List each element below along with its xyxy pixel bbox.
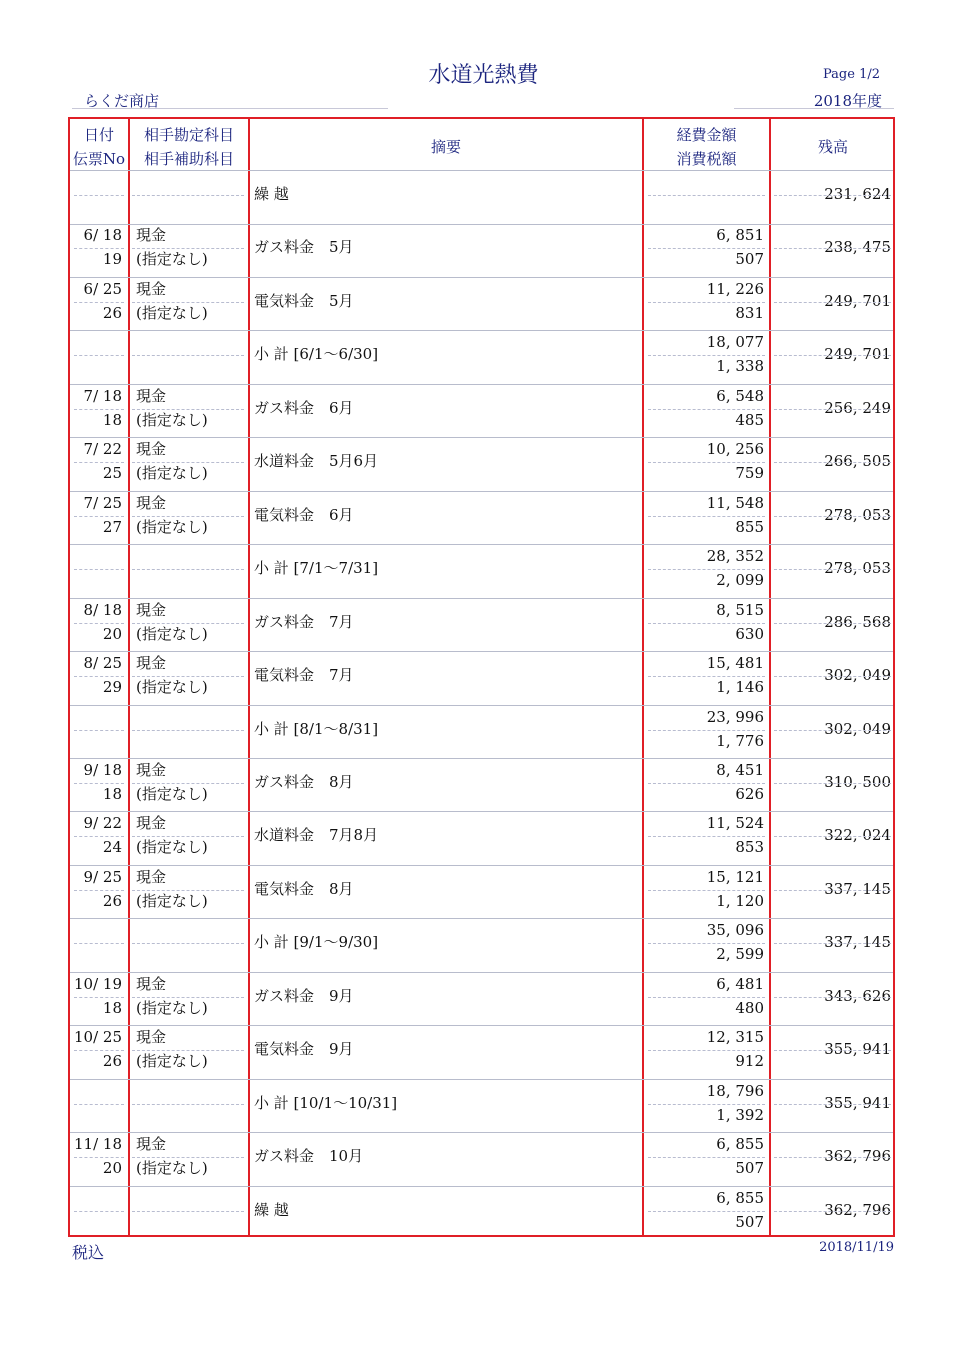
dashed-divider [74, 1104, 124, 1105]
dashed-divider [132, 462, 244, 463]
expense-cell: 18, 796 [706, 1081, 764, 1100]
sub-account-cell: (指定なし) [136, 891, 208, 910]
balance-cell: 249, 701 [824, 345, 891, 364]
date-cell: 6/ 18 [83, 226, 122, 245]
row-separator [70, 705, 893, 706]
voucher-cell: 25 [102, 464, 122, 483]
dashed-divider [74, 195, 124, 196]
summary-cell: 小 計 [10/1～10/31] [254, 1093, 398, 1112]
date-cell: 10/ 19 [74, 974, 122, 993]
balance-cell: 337, 145 [824, 879, 891, 898]
voucher-cell: 26 [102, 891, 122, 910]
dashed-divider [774, 1211, 891, 1212]
summary-cell: 小 計 [8/1～8/31] [254, 719, 379, 738]
balance-cell: 256, 249 [824, 398, 891, 417]
summary-cell: ガス料金 5月 [254, 238, 354, 257]
summary-cell: 小 計 [6/1～6/30] [254, 345, 379, 364]
tax-cell: 759 [735, 464, 764, 483]
sub-account-cell: (指定なし) [136, 678, 208, 697]
sub-account-cell: (指定なし) [136, 464, 208, 483]
tax-cell: 912 [735, 1052, 764, 1071]
tax-cell: 630 [735, 624, 764, 643]
col-divider [248, 119, 250, 1235]
account-cell: 現金 [136, 1028, 167, 1047]
tax-cell: 1, 120 [716, 891, 764, 910]
row-separator [70, 437, 893, 438]
expense-cell: 6, 851 [716, 226, 764, 245]
summary-cell: ガス料金 10月 [254, 1147, 364, 1166]
dashed-divider [648, 1211, 765, 1212]
date-cell: 8/ 25 [83, 654, 122, 673]
account-cell: 現金 [136, 760, 167, 779]
date-cell: 7/ 25 [83, 493, 122, 512]
sub-account-cell: (指定なし) [136, 517, 208, 536]
tax-mode-label: 税込 [72, 1243, 105, 1262]
dashed-divider [648, 783, 765, 784]
shop-underline [72, 108, 388, 109]
tax-cell: 507 [735, 1212, 764, 1231]
expense-cell: 28, 352 [706, 547, 764, 566]
row-separator [70, 491, 893, 492]
dashed-divider [774, 730, 891, 731]
summary-cell: 電気料金 7月 [254, 666, 354, 685]
voucher-cell: 24 [102, 838, 122, 857]
balance-cell: 343, 626 [824, 986, 891, 1005]
sub-account-cell: (指定なし) [136, 1052, 208, 1071]
dashed-divider [648, 1157, 765, 1158]
dashed-divider [648, 462, 765, 463]
account-cell: 現金 [136, 814, 167, 833]
account-cell: 現金 [136, 654, 167, 673]
dashed-divider [774, 569, 891, 570]
tax-cell: 507 [735, 1159, 764, 1178]
dashed-divider [132, 676, 244, 677]
header-counter-sub: 相手補助科目 [143, 150, 234, 168]
date-cell: 8/ 18 [83, 600, 122, 619]
dashed-divider [74, 355, 124, 356]
date-cell: 11/ 18 [74, 1135, 122, 1154]
header-tax: 消費税額 [676, 150, 737, 168]
shop-name: らくだ商店 [84, 92, 160, 110]
dashed-divider [774, 943, 891, 944]
summary-cell: 小 計 [9/1～9/30] [254, 933, 379, 952]
summary-cell: ガス料金 9月 [254, 986, 354, 1005]
dashed-divider [774, 248, 891, 249]
dashed-divider [74, 302, 124, 303]
dashed-divider [132, 890, 244, 891]
balance-cell: 278, 053 [824, 559, 891, 578]
header-expense: 経費金額 [676, 126, 737, 144]
balance-cell: 362, 796 [824, 1200, 891, 1219]
tax-cell: 485 [735, 410, 764, 429]
row-separator [70, 811, 893, 812]
tax-cell: 2, 099 [716, 571, 764, 590]
expense-cell: 11, 548 [706, 493, 764, 512]
dashed-divider [648, 997, 765, 998]
fiscal-year: 2018年度 [813, 92, 882, 110]
tax-cell: 626 [735, 784, 764, 803]
page-number: Page 1/2 [823, 67, 880, 82]
dashed-divider [74, 569, 124, 570]
summary-cell: 水道料金 5月6月 [254, 452, 379, 471]
account-cell: 現金 [136, 974, 167, 993]
voucher-cell: 26 [102, 303, 122, 322]
dashed-divider [132, 409, 244, 410]
account-cell: 現金 [136, 493, 167, 512]
date-cell: 7/ 22 [83, 440, 122, 459]
summary-cell: ガス料金 7月 [254, 612, 354, 631]
row-separator [70, 1132, 893, 1133]
tax-cell: 1, 338 [716, 357, 764, 376]
summary-cell: 電気料金 6月 [254, 505, 354, 524]
voucher-cell: 20 [102, 624, 122, 643]
tax-cell: 1, 776 [716, 731, 764, 750]
dashed-divider [774, 1104, 891, 1105]
dashed-divider [74, 516, 124, 517]
dashed-divider [774, 355, 891, 356]
tax-cell: 507 [735, 250, 764, 269]
row-separator [70, 384, 893, 385]
voucher-cell: 20 [102, 1159, 122, 1178]
summary-cell: 水道料金 7月8月 [254, 826, 379, 845]
tax-cell: 1, 146 [716, 678, 764, 697]
dashed-divider [74, 783, 124, 784]
balance-cell: 355, 941 [824, 1040, 891, 1059]
account-cell: 現金 [136, 1135, 167, 1154]
dashed-divider [74, 1050, 124, 1051]
dashed-divider [132, 302, 244, 303]
dashed-divider [132, 623, 244, 624]
balance-cell: 231, 624 [824, 185, 891, 203]
dashed-divider [132, 1157, 244, 1158]
dashed-divider [774, 1157, 891, 1158]
dashed-divider [774, 890, 891, 891]
dashed-divider [648, 836, 765, 837]
header-voucher: 伝票No [72, 150, 126, 168]
dashed-divider [132, 783, 244, 784]
expense-cell: 11, 226 [706, 279, 764, 298]
row-separator [70, 918, 893, 919]
balance-cell: 286, 568 [824, 612, 891, 631]
account-cell: 現金 [136, 279, 167, 298]
voucher-cell: 26 [102, 1052, 122, 1071]
dashed-divider [74, 462, 124, 463]
dashed-divider [648, 1104, 765, 1105]
voucher-cell: 27 [102, 517, 122, 536]
expense-cell: 6, 481 [716, 974, 764, 993]
expense-cell: 15, 481 [706, 654, 764, 673]
row-separator [70, 1186, 893, 1187]
balance-cell: 278, 053 [824, 505, 891, 524]
balance-cell: 310, 500 [824, 772, 891, 791]
dashed-divider [648, 195, 765, 196]
header-summary: 摘要 [430, 138, 461, 156]
voucher-cell: 19 [102, 250, 122, 269]
header-balance: 残高 [817, 138, 848, 156]
balance-cell: 302, 049 [824, 719, 891, 738]
date-cell: 9/ 25 [83, 867, 122, 886]
tax-cell: 853 [735, 838, 764, 857]
dashed-divider [774, 195, 891, 196]
dashed-divider [132, 730, 244, 731]
balance-cell: 362, 796 [824, 1147, 891, 1166]
sub-account-cell: (指定なし) [136, 410, 208, 429]
account-cell: 現金 [136, 867, 167, 886]
expense-cell: 23, 996 [706, 707, 764, 726]
dashed-divider [774, 676, 891, 677]
dashed-divider [774, 302, 891, 303]
row-separator [70, 865, 893, 866]
row-separator [70, 758, 893, 759]
dashed-divider [132, 355, 244, 356]
row-separator [70, 1079, 893, 1080]
fiscal-underline [734, 108, 894, 109]
summary-cell: ガス料金 8月 [254, 772, 354, 791]
dashed-divider [648, 516, 765, 517]
dashed-divider [648, 676, 765, 677]
date-cell: 9/ 18 [83, 760, 122, 779]
summary-cell: 繰 越 [254, 1200, 289, 1219]
col-divider [128, 119, 130, 1235]
account-cell: 現金 [136, 226, 167, 245]
balance-cell: 302, 049 [824, 666, 891, 685]
dashed-divider [648, 302, 765, 303]
expense-cell: 6, 855 [716, 1188, 764, 1207]
header-counter-account: 相手勘定科目 [143, 126, 234, 144]
dashed-divider [774, 997, 891, 998]
voucher-cell: 29 [102, 678, 122, 697]
row-separator [70, 651, 893, 652]
expense-cell: 18, 077 [706, 333, 764, 352]
dashed-divider [132, 195, 244, 196]
sub-account-cell: (指定なし) [136, 1159, 208, 1178]
dashed-divider [74, 676, 124, 677]
voucher-cell: 18 [102, 784, 122, 803]
dashed-divider [132, 997, 244, 998]
ledger-table [68, 117, 895, 1237]
dashed-divider [132, 836, 244, 837]
tax-cell: 831 [735, 303, 764, 322]
summary-cell: 電気料金 8月 [254, 879, 354, 898]
row-separator [70, 598, 893, 599]
expense-cell: 11, 524 [706, 814, 764, 833]
date-cell: 6/ 25 [83, 279, 122, 298]
summary-cell: 小 計 [7/1～7/31] [254, 559, 379, 578]
tax-cell: 1, 392 [716, 1105, 764, 1124]
date-cell: 9/ 22 [83, 814, 122, 833]
expense-cell: 8, 451 [716, 760, 764, 779]
row-separator [70, 972, 893, 973]
row-separator [70, 1025, 893, 1026]
balance-cell: 249, 701 [824, 291, 891, 310]
account-cell: 現金 [136, 600, 167, 619]
dashed-divider [648, 248, 765, 249]
row-separator [70, 224, 893, 225]
balance-cell: 355, 941 [824, 1093, 891, 1112]
print-date: 2018/11/19 [819, 1240, 894, 1255]
row-separator [70, 170, 893, 171]
report-title: 水道光熱費 [428, 63, 539, 88]
sub-account-cell: (指定なし) [136, 303, 208, 322]
dashed-divider [648, 569, 765, 570]
dashed-divider [774, 623, 891, 624]
sub-account-cell: (指定なし) [136, 838, 208, 857]
row-separator [70, 544, 893, 545]
dashed-divider [74, 890, 124, 891]
dashed-divider [74, 623, 124, 624]
sub-account-cell: (指定なし) [136, 998, 208, 1017]
dashed-divider [74, 730, 124, 731]
dashed-divider [648, 409, 765, 410]
voucher-cell: 18 [102, 998, 122, 1017]
row-separator [70, 277, 893, 278]
dashed-divider [132, 516, 244, 517]
summary-cell: 電気料金 5月 [254, 291, 354, 310]
dashed-divider [132, 943, 244, 944]
dashed-divider [648, 355, 765, 356]
summary-cell: 繰 越 [254, 185, 289, 203]
dashed-divider [132, 1211, 244, 1212]
summary-cell: 電気料金 9月 [254, 1040, 354, 1059]
dashed-divider [774, 409, 891, 410]
header-date: 日付 [83, 126, 114, 144]
dashed-divider [74, 943, 124, 944]
account-cell: 現金 [136, 440, 167, 459]
expense-cell: 15, 121 [706, 867, 764, 886]
dashed-divider [774, 462, 891, 463]
balance-cell: 266, 505 [824, 452, 891, 471]
dashed-divider [648, 1050, 765, 1051]
dashed-divider [774, 1050, 891, 1051]
summary-cell: ガス料金 6月 [254, 398, 354, 417]
voucher-cell: 18 [102, 410, 122, 429]
dashed-divider [74, 1157, 124, 1158]
dashed-divider [74, 836, 124, 837]
sub-account-cell: (指定なし) [136, 250, 208, 269]
balance-cell: 322, 024 [824, 826, 891, 845]
date-cell: 10/ 25 [74, 1028, 122, 1047]
sub-account-cell: (指定なし) [136, 784, 208, 803]
dashed-divider [774, 783, 891, 784]
dashed-divider [648, 623, 765, 624]
dashed-divider [74, 997, 124, 998]
dashed-divider [648, 890, 765, 891]
tax-cell: 480 [735, 998, 764, 1017]
dashed-divider [774, 836, 891, 837]
expense-cell: 6, 548 [716, 386, 764, 405]
date-cell: 7/ 18 [83, 386, 122, 405]
tax-cell: 2, 599 [716, 945, 764, 964]
dashed-divider [74, 1211, 124, 1212]
dashed-divider [74, 248, 124, 249]
expense-cell: 10, 256 [706, 440, 764, 459]
expense-cell: 12, 315 [706, 1028, 764, 1047]
expense-cell: 35, 096 [706, 921, 764, 940]
dashed-divider [648, 730, 765, 731]
expense-cell: 8, 515 [716, 600, 764, 619]
dashed-divider [648, 943, 765, 944]
dashed-divider [132, 1050, 244, 1051]
expense-cell: 6, 855 [716, 1135, 764, 1154]
dashed-divider [74, 409, 124, 410]
dashed-divider [132, 248, 244, 249]
sub-account-cell: (指定なし) [136, 624, 208, 643]
balance-cell: 337, 145 [824, 933, 891, 952]
balance-cell: 238, 475 [824, 238, 891, 257]
tax-cell: 855 [735, 517, 764, 536]
account-cell: 現金 [136, 386, 167, 405]
row-separator [70, 330, 893, 331]
dashed-divider [132, 1104, 244, 1105]
dashed-divider [132, 569, 244, 570]
dashed-divider [774, 516, 891, 517]
